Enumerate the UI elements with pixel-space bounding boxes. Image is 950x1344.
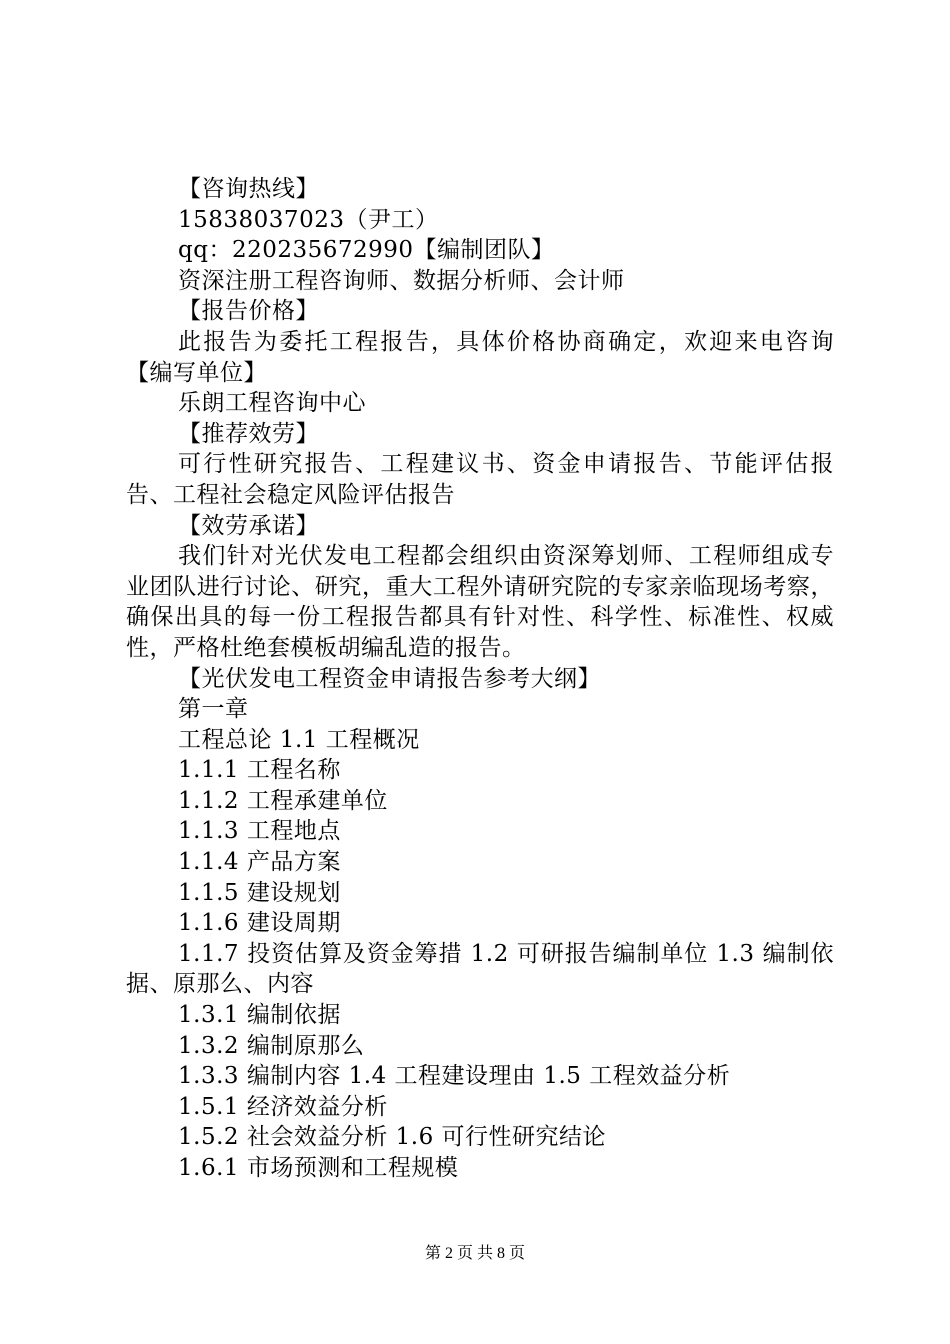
promise-heading: 【效劳承诺】 bbox=[178, 512, 319, 539]
phone-line: 15838037023（尹工） bbox=[178, 206, 439, 233]
unit-name: 乐朗工程咨询中心 bbox=[178, 390, 366, 417]
outline-line: 1.3.1 编制依据 bbox=[178, 1002, 341, 1029]
outline-line: 1.1.6 建设周期 bbox=[178, 910, 341, 937]
outline-line: 工程总论 1.1 工程概况 bbox=[178, 726, 420, 753]
qq-team-line: qq：220235672990【编制团队】 bbox=[178, 237, 555, 264]
outline-line: 1.1.4 产品方案 bbox=[178, 849, 341, 876]
team-line: 资深注册工程咨询师、数据分析师、会计师 bbox=[178, 267, 625, 294]
outline-line: 1.3.3 编制内容 1.4 工程建设理由 1.5 工程效益分析 bbox=[178, 1063, 731, 1090]
outline-line: 1.1.5 建设规划 bbox=[178, 879, 341, 906]
document-body bbox=[126, 174, 834, 1184]
outline-line: 1.6.1 市场预测和工程规模 bbox=[178, 1155, 459, 1181]
outline-line: 1.3.2 编制原那么 bbox=[178, 1032, 365, 1059]
price-heading: 【报告价格】 bbox=[178, 298, 319, 325]
recommend-paragraph: 可行性研究报告、工程建议书、资金申请报告、节能评估报告、工程社会稳定风险评估报告 bbox=[126, 451, 834, 508]
outline-heading: 【光伏发电工程资金申请报告参考大纲】 bbox=[178, 665, 601, 692]
outline-paragraph: 1.1.7 投资估算及资金筹措 1.2 可研报告编制单位 1.3 编制依据、原那么、内容 bbox=[126, 940, 834, 998]
page-number-footer: 第 2 页 共 8 页 bbox=[424, 1245, 525, 1262]
outline-line: 1.1.1 工程名称 bbox=[178, 757, 341, 784]
outline-line: 1.5.2 社会效益分析 1.6 可行性研究结论 bbox=[178, 1124, 607, 1151]
outline-line: 1.1.2 工程承建单位 bbox=[178, 787, 388, 814]
promise-paragraph: 我们针对光伏发电工程都会组织由资深筹划师、工程师组成专业团队进行讨论、研究，重大工程外请研究院的专家亲临现场考察，确保出具的每一份工程报告都具有针对性、科学性、标准性、权威性，严格杜绝套模板胡编乱造的报告。 bbox=[126, 543, 834, 661]
recommend-heading: 【推荐效劳】 bbox=[178, 420, 319, 447]
price-paragraph: 此报告为委托工程报告，具体价格协商确定，欢迎来电咨询【编写单位】 bbox=[126, 328, 834, 386]
hotline-heading: 【咨询热线】 bbox=[178, 176, 319, 202]
outline-line: 1.5.1 经济效益分析 bbox=[178, 1093, 388, 1120]
chapter-title: 第一章 bbox=[178, 696, 249, 723]
outline-line: 1.1.3 工程地点 bbox=[178, 818, 341, 845]
